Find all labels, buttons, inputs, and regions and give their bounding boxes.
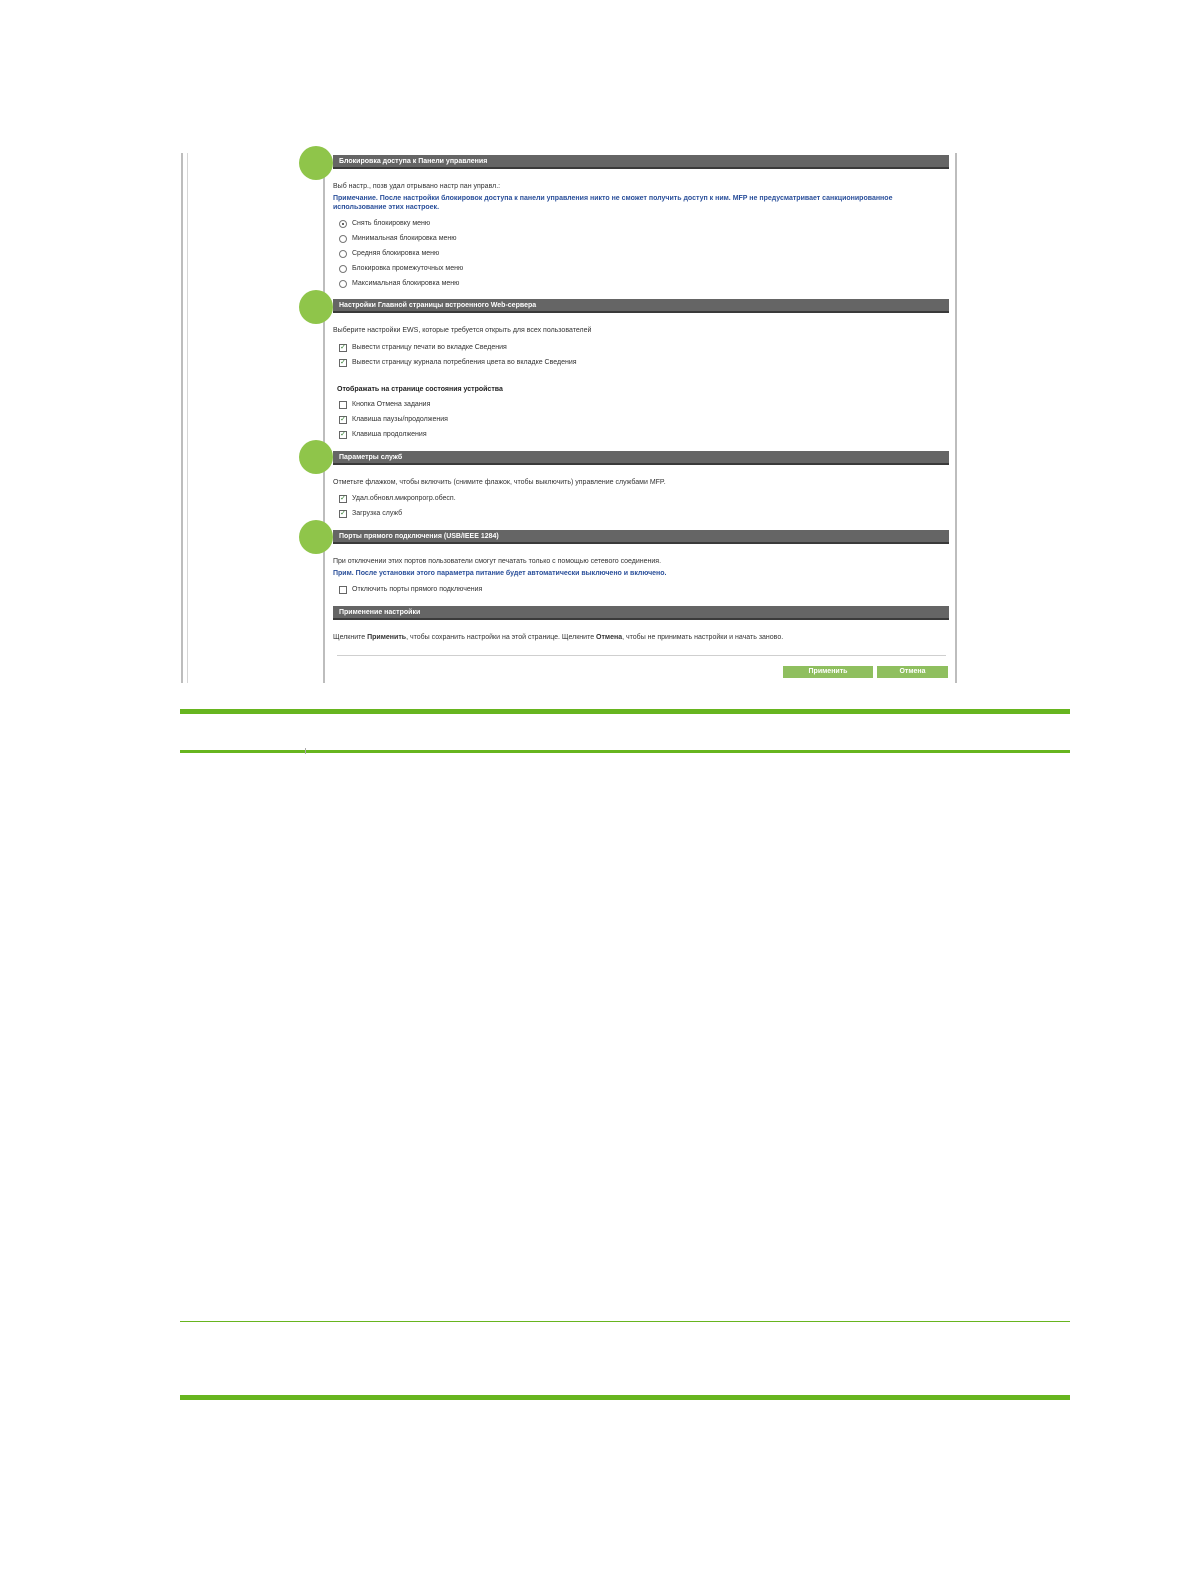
apply-instructions [333,633,783,642]
lock-note-line2: использование этих настроек. [333,204,440,211]
radio-button[interactable] [339,220,347,228]
apply-text-mid: , чтобы сохранить настройки на этой странице. Щелкните [406,634,597,641]
radio-option-maximum[interactable] [339,279,459,288]
radio-button[interactable] [339,250,347,258]
radio-option-unlock[interactable] [339,219,430,228]
radio-button[interactable] [339,235,347,243]
radio-button[interactable] [339,280,347,288]
checkbox-item[interactable] [339,415,448,424]
radio-option-minimal[interactable] [339,234,457,243]
services-description: Отметьте флажком, чтобы включить (снимите флажок, чтобы выключить) управление службами MFP. [333,479,666,486]
checkbox-item[interactable] [339,494,456,503]
table-row-rule [180,1321,1070,1322]
section-header-lock: Блокировка доступа к Панели управления [333,155,949,169]
apply-text-post: , чтобы не принимать настройки и начать заново. [622,634,784,641]
checkbox[interactable]: ✓ [340,358,346,366]
callout-1 [299,146,333,180]
checkbox[interactable]: ✓ [340,415,346,423]
status-subheading: Отображать на странице состояния устройства [337,386,503,393]
apply-button[interactable]: Применить [783,666,873,678]
ports-note: Прим. После установки этого параметра питание будет автоматически выключено и включено. [333,570,667,577]
radio-option-medium[interactable] [339,249,439,258]
checkbox-label: Загрузка служб [352,510,403,517]
section-header-ports: Порты прямого подключения (USB/IEEE 1284) [333,530,949,544]
bottom-green-rule [180,1395,1070,1400]
cancel-word: Отмена [596,634,623,641]
top-green-rule [180,709,1070,714]
ports-description: При отключении этих портов пользователи смогут печатать только с помощью сетевого соединения. [333,558,662,565]
radio-label: Блокировка промежуточных меню [352,265,464,272]
checkbox[interactable]: ✓ [340,430,346,438]
frame-border-right [955,153,957,683]
frame-border-left-inner [187,153,188,683]
radio-label: Средняя блокировка меню [352,250,440,257]
checkbox-label: Клавиша продолжения [352,431,427,438]
checkbox[interactable]: ✓ [340,343,346,351]
frame-border-left [181,153,183,683]
checkbox-item[interactable] [339,358,577,367]
checkbox-label: Удал.обновл.микропрогр.обесп. [352,495,456,502]
checkbox[interactable]: ✓ [340,494,346,502]
section-header-apply: Применение настройки [333,606,949,620]
checkbox-item[interactable] [339,400,430,409]
checkbox-label: Вывести страницу печати во вкладке Сведения [352,344,507,351]
apply-word: Применить [367,634,407,641]
lock-note-line1: Примечание. После настройки блокировок доступа к панели управления никто не сможет получить доступ к ним. MFP не предусматривает санкционированное [333,195,893,202]
checkbox[interactable]: ✓ [340,509,346,517]
apply-text-pre: Щелкните [333,634,368,641]
checkbox-label: Вывести страницу журнала потребления цвета во вкладке Сведения [352,359,577,366]
callout-4 [299,520,333,554]
ews-description: Выберите настройки EWS, которые требуется открыть для всех пользователей [333,327,592,334]
checkbox-item[interactable] [339,585,482,594]
radio-label: Максимальная блокировка меню [352,280,460,287]
button-divider [337,655,946,656]
table-header-rule [180,750,1070,753]
content-border-left [323,153,325,683]
cancel-button[interactable]: Отмена [877,666,948,678]
screenshot-frame [180,153,960,683]
checkbox-label: Клавиша паузы/продолжения [352,416,448,423]
radio-label: Снять блокировку меню [352,220,431,227]
checkbox-item[interactable] [339,509,402,518]
lock-description: Выб настр., позв удал отрывано настр пан управл.: [333,183,501,190]
section-header-ews: Настройки Главной страницы встроенного Web-сервера [333,299,949,313]
checkbox[interactable] [339,586,347,594]
checkbox-label: Отключить порты прямого подключения [352,586,483,593]
checkbox-label: Кнопка Отмена задания [352,401,431,408]
callout-3 [299,440,333,474]
section-header-services: Параметры служб [333,451,949,465]
radio-button[interactable] [339,265,347,273]
callout-2 [299,290,333,324]
radio-option-intermediate[interactable] [339,264,463,273]
checkbox-item[interactable] [339,430,427,439]
checkbox-item[interactable] [339,343,507,352]
table-column-divider [305,748,306,754]
radio-label: Минимальная блокировка меню [352,235,457,242]
checkbox[interactable] [339,401,347,409]
